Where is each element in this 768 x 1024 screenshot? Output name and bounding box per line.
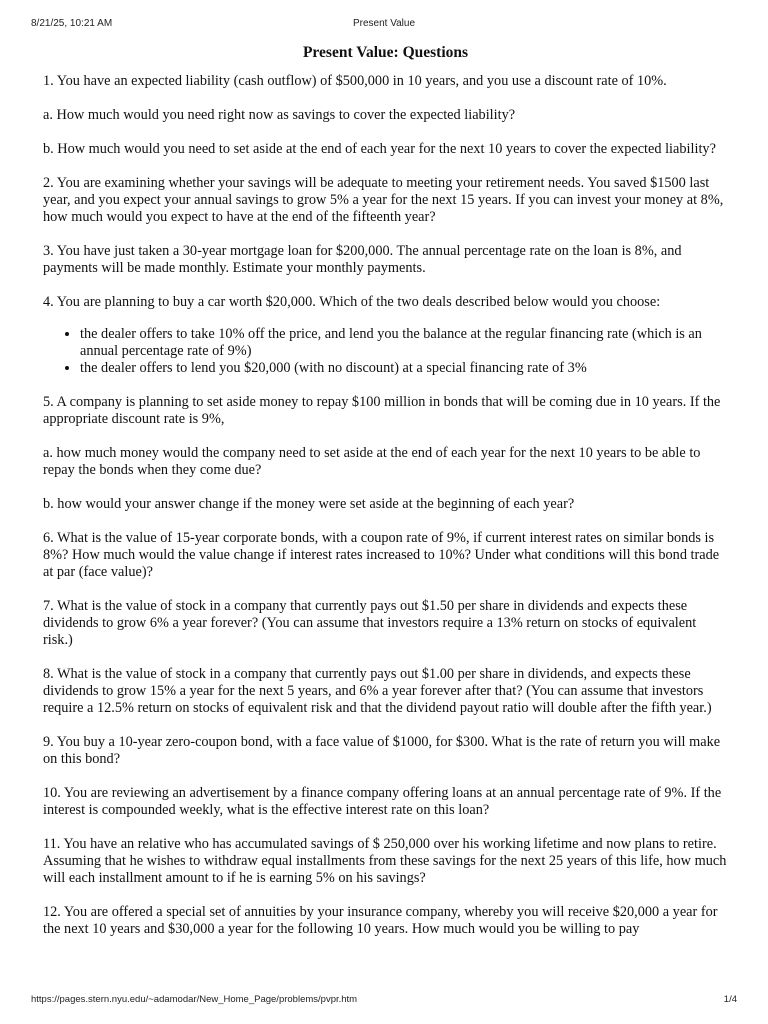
question-11: 11. You have an relative who has accumulated savings of $ 250,000 over his working lifetime and now plans to retire. Assuming that he wishes to withdraw equal installments from these savings for the next 25 years of this life, how much will each installment amount to if he is earning 5% on his savings? — [43, 836, 727, 886]
question-10: 10. You are reviewing an advertisement by a finance company offering loans at an annual percentage rate of 9%. If the interest is compounded weekly, what is the effective interest rate on this loan? — [43, 785, 722, 818]
question-5: 5. A company is planning to set aside money to repay $100 million in bonds that will be coming due in 10 years. If the appropriate discount rate is 9%, — [43, 394, 721, 427]
document-body — [43, 44, 728, 955]
question-4-options — [43, 326, 728, 377]
print-url: https://pages.stern.nyu.edu/~adamodar/New_Home_Page/problems/pvpr.htm — [31, 994, 358, 1005]
question-3: 3. You have just taken a 30-year mortgage loan for $200,000. The annual percentage rate on the loan is 8%, and payments will be made monthly. Estimate your monthly payments. — [43, 243, 682, 276]
question-2: 2. You are examining whether your savings will be adequate to meeting your retirement needs. You saved $1500 last year, and you expect your annual savings to grow 5% a year for the next 15 years. If you can invest your money at 8%, how much would you expect to have at the end of the fifteenth year? — [43, 175, 724, 225]
question-1a: a. How much would you need right now as savings to cover the expected liability? — [43, 107, 516, 123]
question-8: 8. What is the value of stock in a company that currently pays out $1.00 per share in dividends, and expects these dividends to grow 15% a year for the next 5 years, and 6% a year forever after that? (You can assume that investors require a 12.5% return on stocks of equivalent risk and that the dividend payout ratio will double after the fifth year.) — [43, 666, 712, 716]
question-4: 4. You are planning to buy a car worth $20,000. Which of the two deals described below would you choose: — [43, 294, 661, 310]
print-footer — [31, 994, 737, 1008]
question-12: 12. You are offered a special set of annuities by your insurance company, whereby you will receive $20,000 a year for the next 10 years and $30,000 a year for the following 10 years. How much would you be willing to pay — [43, 904, 718, 937]
document-title: Present Value: Questions — [302, 44, 469, 61]
print-page-number: 1/4 — [723, 994, 737, 1005]
print-datetime: 8/21/25, 10:21 AM — [31, 18, 113, 29]
question-5b: b. how would your answer change if the money were set aside at the beginning of each year? — [43, 496, 575, 512]
question-4-option: • the dealer offers to lend you $20,000 (with no discount) at a special financing rate of 3% — [80, 360, 728, 377]
question-6: 6. What is the value of 15-year corporate bonds, with a coupon rate of 9%, if current interest rates on similar bonds is 8%? How much would the value change if interest rates increased to 10%? Under what conditions will this bond trade at par (face value)? — [43, 530, 720, 580]
question-4-option: • the dealer offers to take 10% off the price, and lend you the balance at the regular financing rate (which is an annual percentage rate of 9%) — [80, 326, 728, 360]
print-header — [31, 18, 737, 32]
question-9: 9. You buy a 10-year zero-coupon bond, with a face value of $1000, for $300. What is the rate of return you will make on this bond? — [43, 734, 721, 767]
print-page-title: Present Value — [352, 18, 416, 29]
question-1b: b. How much would you need to set aside at the end of each year for the next 10 years to cover the expected liability? — [43, 141, 716, 157]
question-5a: a. how much money would the company need to set aside at the end of each year for the next 10 years to be able to repay the bonds when they come due? — [43, 445, 701, 478]
question-1: 1. You have an expected liability (cash outflow) of $500,000 in 10 years, and you use a discount rate of 10%. — [43, 73, 667, 89]
question-7: 7. What is the value of stock in a company that currently pays out $1.50 per share in dividends and expects these dividends to grow 6% a year forever? (You can assume that investors require a 13% return on stocks of equivalent risk.) — [43, 598, 697, 648]
